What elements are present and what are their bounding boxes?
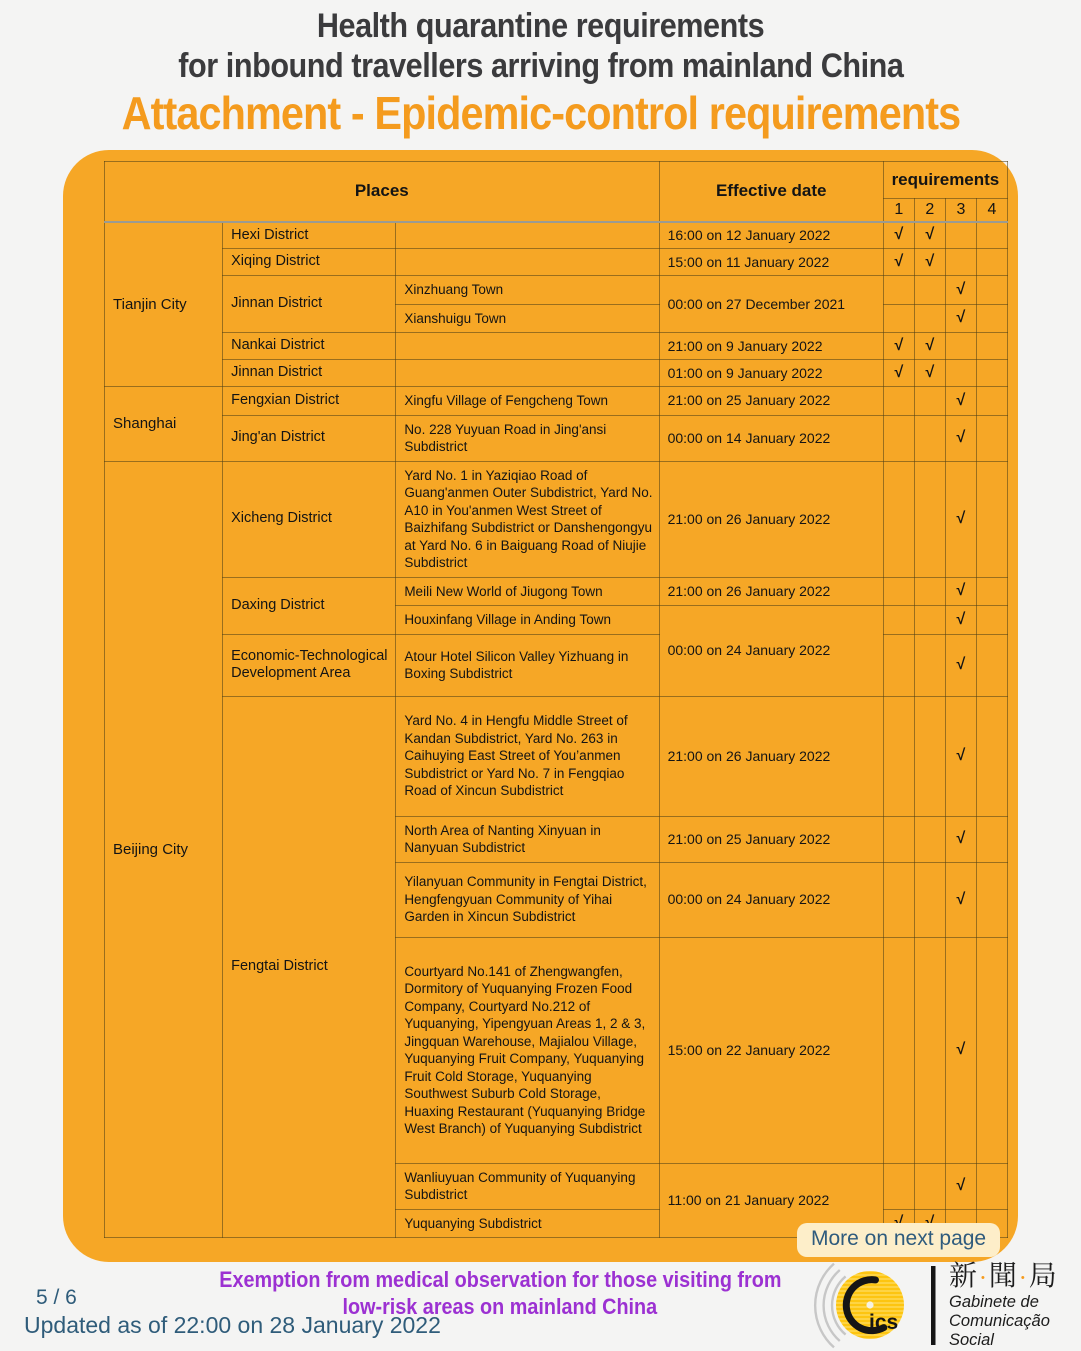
requirement-1-cell — [883, 304, 914, 333]
place-cell: Yard No. 1 in Yaziqiao Road of Guang'anmen Outer Subdistrict, Yard No. A10 in You'anmen West Street of Baizhifang Subdistrict or Danshengongyu at Yard No. 6 in Baiguang Road of Niujie Subdistrict — [396, 461, 659, 577]
requirement-2-cell: √ — [914, 360, 945, 387]
city-cell: Beijing City — [105, 461, 223, 1238]
place-cell: Yuquanying Subdistrict — [396, 1209, 659, 1238]
logo-ics-letters: ics — [869, 1311, 899, 1334]
column-header-places: Places — [105, 162, 660, 222]
date-cell: 21:00 on 26 January 2022 — [659, 577, 883, 606]
date-cell: 21:00 on 25 January 2022 — [659, 387, 883, 416]
exemption-line-2: low-risk areas on mainland China — [342, 1294, 658, 1319]
requirement-4-cell — [976, 276, 1007, 305]
table-row — [105, 415, 1008, 461]
date-cell: 15:00 on 11 January 2022 — [659, 249, 883, 276]
table-row — [105, 249, 1008, 276]
exemption-line-1: Exemption from medical observation for those visiting from — [218, 1267, 782, 1292]
district-cell: Xicheng District — [223, 461, 396, 577]
attachment-subtitle: Attachment - Epidemic-control requirements — [121, 87, 960, 139]
table-row — [105, 360, 1008, 387]
requirement-4-cell — [976, 816, 1007, 862]
requirement-3-cell — [945, 222, 976, 249]
requirement-1-cell: √ — [883, 222, 914, 249]
requirement-4-cell — [976, 1163, 1007, 1209]
req-col-2: 2 — [914, 199, 945, 222]
requirement-3-cell — [945, 249, 976, 276]
requirement-2-cell — [914, 937, 945, 1163]
requirement-2-cell — [914, 696, 945, 816]
requirement-3-cell: √ — [945, 304, 976, 333]
requirement-3-cell — [945, 333, 976, 360]
date-cell: 21:00 on 26 January 2022 — [659, 461, 883, 577]
date-cell: 15:00 on 22 January 2022 — [659, 937, 883, 1163]
requirement-3-cell: √ — [945, 276, 976, 305]
requirement-1-cell — [883, 862, 914, 937]
requirement-3-cell: √ — [945, 862, 976, 937]
table-row — [105, 276, 1008, 305]
requirement-4-cell — [976, 937, 1007, 1163]
date-cell: 16:00 on 12 January 2022 — [659, 222, 883, 249]
req-col-3: 3 — [945, 199, 976, 222]
district-cell: Jinnan District — [223, 360, 396, 387]
city-cell: Tianjin City — [105, 222, 223, 387]
requirement-3-cell: √ — [945, 634, 976, 696]
place-cell: No. 228 Yuyuan Road in Jing'ansi Subdistrict — [396, 415, 659, 461]
table-row — [105, 577, 1008, 606]
district-cell: Fengtai District — [223, 696, 396, 1238]
requirement-4-cell — [976, 249, 1007, 276]
requirement-1-cell — [883, 461, 914, 577]
requirement-2-cell: √ — [914, 249, 945, 276]
requirement-3-cell — [945, 360, 976, 387]
requirement-3-cell: √ — [945, 816, 976, 862]
requirement-2-cell — [914, 415, 945, 461]
requirement-3-cell: √ — [945, 606, 976, 635]
requirement-1-cell — [883, 606, 914, 635]
place-cell — [396, 333, 659, 360]
requirement-3-cell: √ — [945, 696, 976, 816]
gcs-emblem-icon — [795, 1260, 941, 1351]
title-line-2: for inbound travellers arriving from mainland China — [177, 47, 904, 85]
district-cell: Nankai District — [223, 333, 396, 360]
title-line-1: Health quarantine requirements — [316, 7, 765, 45]
column-header-effective-date: Effective date — [659, 162, 883, 222]
requirement-2-cell — [914, 862, 945, 937]
district-cell: Daxing District — [223, 577, 396, 634]
requirement-1-cell — [883, 387, 914, 416]
requirement-3-cell: √ — [945, 387, 976, 416]
requirement-2-cell — [914, 816, 945, 862]
table-row — [105, 333, 1008, 360]
requirement-1-cell — [883, 1163, 914, 1209]
place-cell: Xingfu Village of Fengcheng Town — [396, 387, 659, 416]
requirement-4-cell — [976, 862, 1007, 937]
requirement-3-cell: √ — [945, 1163, 976, 1209]
requirement-1-cell — [883, 816, 914, 862]
district-cell: Xiqing District — [223, 249, 396, 276]
gcs-logo — [795, 1260, 1079, 1351]
place-cell: Xianshuigu Town — [396, 304, 659, 333]
requirement-4-cell — [976, 461, 1007, 577]
date-cell: 00:00 on 27 December 2021 — [659, 276, 883, 333]
requirement-1-cell — [883, 577, 914, 606]
requirement-4-cell — [976, 634, 1007, 696]
place-cell — [396, 222, 659, 249]
district-cell: Economic-Technological Development Area — [223, 634, 396, 696]
date-cell: 01:00 on 9 January 2022 — [659, 360, 883, 387]
more-on-next-page-badge — [797, 1223, 1000, 1257]
requirement-1-cell: √ — [883, 360, 914, 387]
requirement-4-cell — [976, 606, 1007, 635]
requirement-4-cell — [976, 333, 1007, 360]
table-body — [105, 222, 1008, 1238]
logo-pt-line-1: Gabinete de — [949, 1293, 1039, 1311]
logo-pt-line-2: Comunicação Social — [949, 1312, 1050, 1349]
place-cell: Courtyard No.141 of Zhengwangfen, Dormitory of Yuquanying Frozen Food Company, Courtyard No.212 of Yuquanying, Yipengyuan Areas 1, 2 & 3, Jingquan Warehouse, Majialou Village, Yuquanying Fruit Company, Yuquanying Fruit Cold Storage, Yuquanying Southwest Suburb Cold Storage, Huaxing Restaurant (Yuquanying Bridge West Branch) of Yuquanying Subdistrict — [396, 937, 659, 1163]
place-cell: Atour Hotel Silicon Valley Yizhuang in Boxing Subdistrict — [396, 634, 659, 696]
logo-text-block — [941, 1261, 1079, 1350]
requirement-3-cell: √ — [945, 461, 976, 577]
requirement-2-cell — [914, 304, 945, 333]
req-col-1: 1 — [883, 199, 914, 222]
table-row — [105, 222, 1008, 249]
place-cell: North Area of Nanting Xinyuan in Nanyuan Subdistrict — [396, 816, 659, 862]
table-row — [105, 696, 1008, 816]
requirement-2-cell — [914, 634, 945, 696]
updated-timestamp: Updated as of 22:00 on 28 January 2022 — [24, 1312, 441, 1338]
requirement-2-cell — [914, 461, 945, 577]
logo-center-dot — [866, 1301, 873, 1308]
district-cell: Jing'an District — [223, 415, 396, 461]
page-number: 5 / 6 — [36, 1286, 77, 1309]
date-cell: 21:00 on 26 January 2022 — [659, 696, 883, 816]
requirement-2-cell — [914, 577, 945, 606]
requirement-2-cell — [914, 387, 945, 416]
requirement-1-cell — [883, 415, 914, 461]
table-row — [105, 387, 1008, 416]
more-on-next-page-label: More on next page — [811, 1227, 987, 1250]
place-cell: Meili New World of Jiugong Town — [396, 577, 659, 606]
requirement-4-cell — [976, 415, 1007, 461]
requirement-4-cell — [976, 222, 1007, 249]
requirement-4-cell — [976, 696, 1007, 816]
requirement-1-cell — [883, 276, 914, 305]
place-cell: Wanliuyuan Community of Yuquanying Subdistrict — [396, 1163, 659, 1209]
epidemic-control-table — [104, 161, 1008, 1238]
place-cell: Yilanyuan Community in Fengtai District, Hengfengyuan Community of Yihai Garden in Xincun Subdistrict — [396, 862, 659, 937]
requirement-1-cell — [883, 634, 914, 696]
requirement-2-cell: √ — [914, 333, 945, 360]
requirement-3-cell: √ — [945, 937, 976, 1163]
requirement-3-cell: √ — [945, 415, 976, 461]
date-cell: 21:00 on 25 January 2022 — [659, 816, 883, 862]
place-cell: Houxinfang Village in Anding Town — [396, 606, 659, 635]
district-cell: Jinnan District — [223, 276, 396, 333]
requirement-4-cell — [976, 387, 1007, 416]
requirement-3-cell: √ — [945, 577, 976, 606]
requirement-1-cell — [883, 937, 914, 1163]
city-cell: Shanghai — [105, 387, 223, 462]
district-cell: Hexi District — [223, 222, 396, 249]
date-cell: 00:00 on 14 January 2022 — [659, 415, 883, 461]
req-col-4: 4 — [976, 199, 1007, 222]
date-cell: 00:00 on 24 January 2022 — [659, 606, 883, 697]
logo-cjk-name: 新 • 聞 • 局 — [949, 1261, 1079, 1293]
requirement-4-cell — [976, 304, 1007, 333]
date-cell: 21:00 on 9 January 2022 — [659, 333, 883, 360]
requirement-2-cell — [914, 606, 945, 635]
place-cell: Yard No. 4 in Hengfu Middle Street of Kandan Subdistrict, Yard No. 263 in Caihuying East Street of You’anmen Subdistrict or Yard No. 7 in Fengqiao Road of Xincun Subdistrict — [396, 696, 659, 816]
requirement-4-cell — [976, 360, 1007, 387]
requirement-1-cell: √ — [883, 333, 914, 360]
place-cell — [396, 249, 659, 276]
table-row — [105, 461, 1008, 577]
requirement-2-cell — [914, 276, 945, 305]
page-title — [0, 6, 1081, 139]
date-cell: 00:00 on 24 January 2022 — [659, 862, 883, 937]
requirement-2-cell — [914, 1163, 945, 1209]
place-cell — [396, 360, 659, 387]
logo-divider — [931, 1266, 936, 1345]
date-cell: 11:00 on 21 January 2022 — [659, 1163, 883, 1238]
requirement-4-cell — [976, 577, 1007, 606]
column-header-requirements: requirements — [883, 162, 1007, 199]
requirement-2-cell: √ — [914, 222, 945, 249]
requirement-1-cell — [883, 696, 914, 816]
requirement-1-cell: √ — [883, 249, 914, 276]
district-cell: Fengxian District — [223, 387, 396, 416]
place-cell: Xinzhuang Town — [396, 276, 659, 305]
